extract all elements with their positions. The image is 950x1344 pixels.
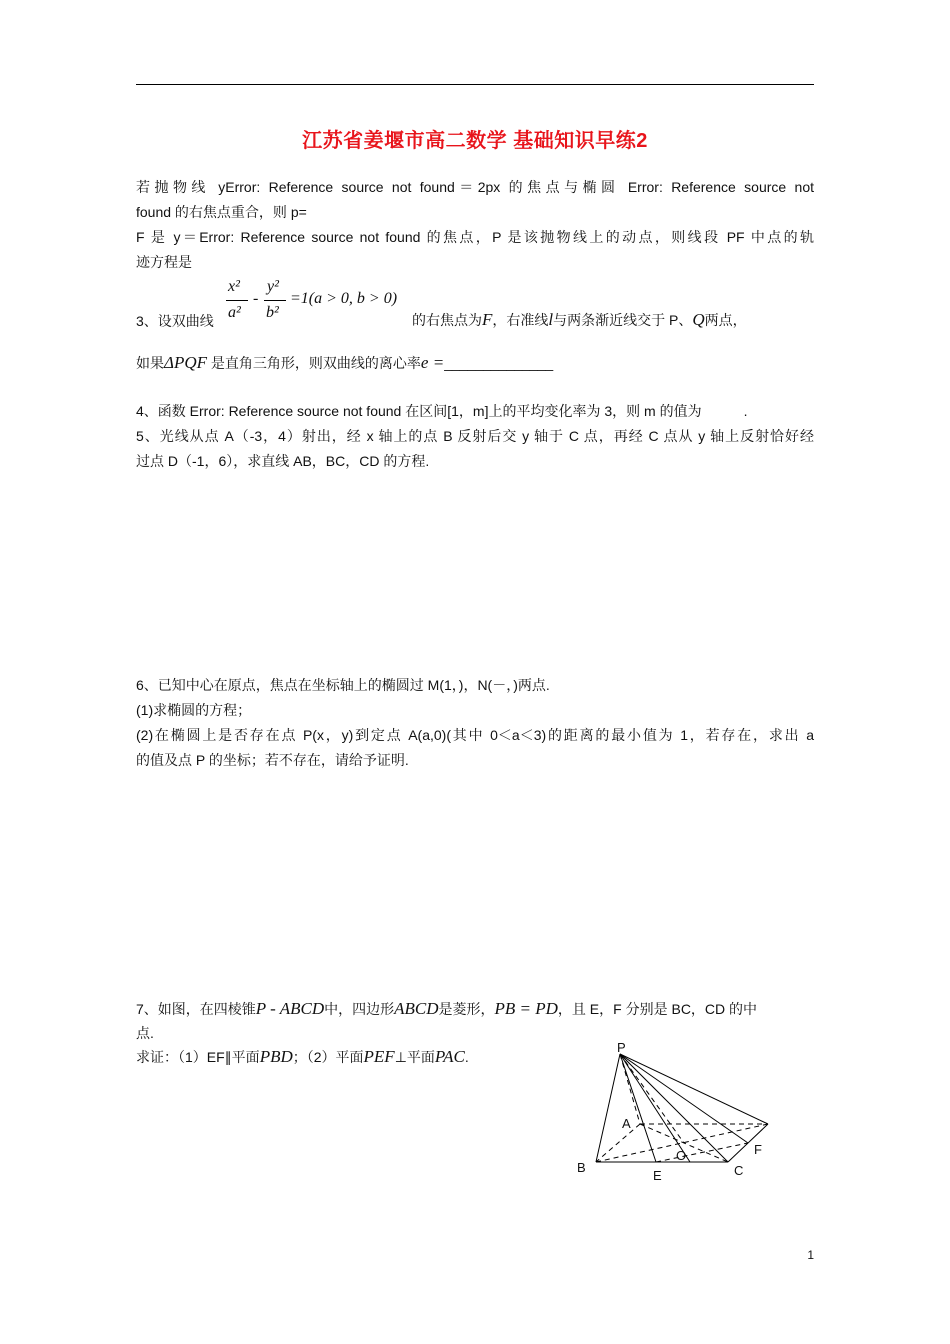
q7-line1 [136,998,757,1020]
q3-frac1-bar [226,300,248,301]
q6-line3: (2)在椭圆上是否存在点 P(x，y)到定点 A(a,0)(其中 0＜a＜3)的距离的最小值为 1，若存在，求出 a [136,727,814,743]
q3-rhs: =1(a > 0, b > 0) [290,290,398,307]
q3-frac2-bar [264,300,286,301]
q7-math-pb-pd: PB = PD [494,999,558,1018]
q3-frac1-denominator: a² [228,304,241,321]
q7-math-pyramid: P - ABCD [255,999,325,1018]
q3-mid1: 的右焦点为 [412,312,482,328]
q3-answer-blank: ______________ [444,355,554,371]
q6-line1: 6、已知中心在原点，焦点在坐标轴上的椭圆过 M(1，)，N(－，)两点. [136,677,550,693]
q6-line2: (1)求椭圆的方程； [136,702,252,718]
q5-line2: 过点 D（-1，6），求直线 AB，BC，CD 的方程. [136,453,430,469]
q7-proof-line [136,1046,469,1068]
q3-line2 [136,352,553,374]
q3-e: e = [420,353,445,372]
q7-text-1: 7、如图，在四棱锥 [136,1001,256,1017]
label-F: F [754,1142,762,1157]
q3-frac2-numerator: y² [267,278,279,295]
label-A: A [622,1116,631,1131]
q7-text-3: 是菱形， [438,1001,495,1017]
label-E: E [653,1168,662,1183]
header-rule [136,84,814,85]
q2-line1: F 是 y＝Error: Reference source not found 的焦点，P 是该抛物线上的动点，则线段 PF 中点的轨 [136,229,814,245]
q4-line: 4、函数 Error: Reference source not found 在区间[1，m]上的平均变化率为 3，则 m 的值为 . [136,403,748,419]
page-title: 江苏省姜堰市高二数学 基础知识早练2 [302,130,648,152]
q1-line1: 若抛物线 yError: Reference source not found＝2px 的焦点与椭圆 Error: Reference source not [136,179,814,195]
q2-line2: 迹方程是 [136,254,192,270]
q7-proof-2: ；（2）平面 [292,1049,364,1065]
q7-proof-1: 求证：（1）EF∥平面 [136,1049,260,1065]
q3-l: l [548,310,554,329]
q3-line2-mid: 是直角三角形，则双曲线的离心率 [210,355,421,371]
q7-proof-3: ⊥平面 [394,1049,435,1065]
q5-line1: 5、光线从点 A（-3，4）射出，经 x 轴上的点 B 反射后交 y 轴于 C 点，再经 C 点从 y 轴上反射恰好经 [136,428,814,444]
q7-proof-4: . [464,1049,469,1065]
q3-Q: Q [692,310,705,329]
q3-line1-rest [412,309,747,331]
q6-line4: 的值及点 P 的坐标；若不存在，请给予证明. [136,752,409,768]
q3-triangle: ΔPQF [164,353,208,372]
label-B: B [577,1160,586,1175]
q1-line2: found 的右焦点重合，则 p= [136,204,307,220]
q7-math-abcd: ABCD [394,999,439,1018]
q3-mid2: ，右准线 [492,312,549,328]
q7-math-pbd: PBD [259,1047,293,1066]
q3-mid3: 与两条渐近线交于 P、 [553,312,693,328]
q3-line2-prefix: 如果 [136,355,164,371]
q3-prefix: 3、设双曲线 [136,313,214,329]
q7-math-pac: PAC [434,1047,465,1066]
label-O: O [676,1148,687,1163]
q7-text-4: ，且 E，F 分别是 BC，CD 的中 [557,1001,758,1017]
page-number: 1 [807,1248,814,1262]
q3-minus: - [253,290,259,307]
q3-F: F [482,310,493,329]
q7-math-pef: PEF [363,1047,395,1066]
q3-frac1-numerator: x² [228,278,240,295]
label-P: P [617,1040,626,1055]
q7-line2: 点. [136,1025,154,1041]
label-C: C [734,1163,744,1178]
q3-frac2-denominator: b² [266,304,279,321]
q3-end: 两点， [704,312,747,328]
q7-text-2: 中，四边形 [324,1001,395,1017]
